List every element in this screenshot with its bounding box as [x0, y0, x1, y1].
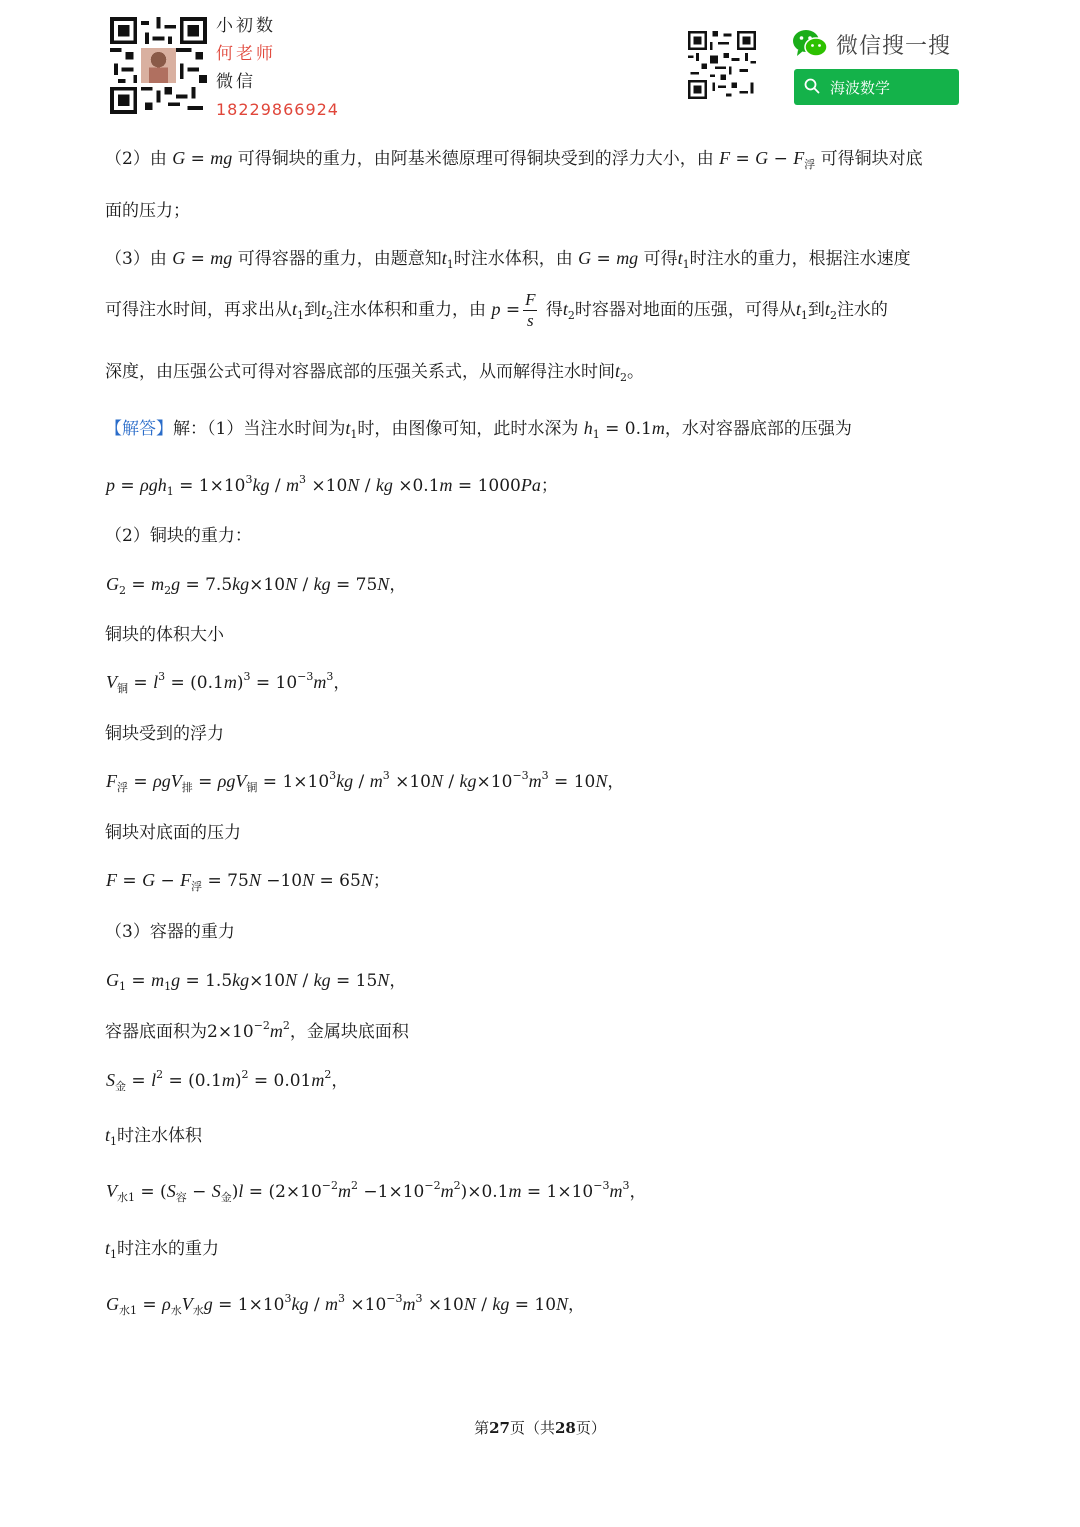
container-area-line: 容器底面积为$2\times 10^{-2}m^2$，金属块底面积	[105, 1019, 409, 1042]
page-total: 28	[555, 1419, 576, 1437]
formula-t1-water-weight: $G_{水1} = \rho_水V_水g = 1\times 10^3kg / m^3 \times 10^{-3}m^3 \times 10N$ / kg = 10N，	[106, 1292, 586, 1317]
analysis-step2-line2: 面的压力；	[105, 201, 190, 221]
answer-step2-title: （2）铜块的重力：	[105, 526, 252, 546]
page-footer: 第27页（共28页）	[474, 1419, 606, 1437]
contact-block	[216, 12, 339, 124]
page-number: 27	[489, 1419, 510, 1437]
contact-name: 小初数	[216, 16, 276, 36]
t1-volume-label: $t_1$时注水体积	[105, 1125, 203, 1148]
analysis-step3-line1: （3）由 G = mg 可得容器的重力，由题意知$t_1$时注水体积，由 G = mg 可得$t_1$时注水的重力，根据注水速度	[105, 248, 911, 271]
formula-water-pressure: $p = \rho gh_1 = 1\times 10^3kg / m^3 \times 10N$ / kg ×0.1m = 1000Pa；	[106, 473, 558, 498]
t1-weight-label: $t_1$时注水的重力	[105, 1238, 220, 1261]
contact-wechat-label: 微信	[216, 72, 256, 92]
answer-step3-title: （3）容器的重力	[105, 922, 235, 942]
pressure-force-label: 铜块对底面的压力	[105, 823, 241, 843]
answer-step1-line1: 【解答】解：（1）当注水时间为$t_1$时，由图像可知，此时水深为 $h_1 = 0.1m$，水对容器底部的压强为	[105, 418, 852, 441]
qr-code-left	[110, 17, 207, 114]
analysis-step3-line2: 可得注水时间，再求出从$t_1$到$t_2$注水体积和重力，由 p = $\frac{F}{s}$ 得$t_2$时容器对地面的压强，可得从$t_1$到$t_2$注水的	[105, 290, 888, 330]
contact-teacher: 何老师	[216, 44, 276, 64]
copper-volume-label: 铜块的体积大小	[105, 625, 224, 645]
wechat-search-query: 海波数学	[830, 79, 891, 97]
contact-phone: 18229866924	[216, 100, 339, 119]
search-icon	[804, 78, 820, 94]
wechat-logo-icon	[792, 28, 828, 60]
answer-tag: 【解答】	[105, 419, 173, 439]
buoyancy-label: 铜块受到的浮力	[105, 724, 224, 744]
qr-code-right	[688, 31, 756, 99]
formula-pressure-force: $F = G - F_浮 = 75N -10N = 65N$；	[106, 870, 390, 893]
formula-container-weight: $G_1 = m_1g = 1.5kg\times 10N$ / kg = 15N，	[106, 970, 407, 993]
wechat-search-title: 微信搜一搜	[836, 34, 952, 59]
wechat-search-box[interactable]	[794, 69, 959, 105]
formula-t1-water-volume: $V_{水1} = (S_容 - S_金)l = (2\times 10^{-2}m^2 -1\times 10^{-2}m^2)\times 0.1m = 1\times 10^{-3}m^3$，	[106, 1179, 647, 1204]
analysis-step3-line3: 深度，由压强公式可得对容器底部的压强关系式，从而解得注水时间$t_2$。	[105, 361, 645, 384]
formula-copper-weight: $G_2 = m_2g = 7.5kg\times 10N$ / kg = 75N，	[106, 574, 407, 597]
formula-metal-area: $S_金 = l^2 = (0.1m)^2 = 0.01m^2$，	[106, 1068, 349, 1093]
formula-buoyancy: $F_浮 = \rho gV_排 = \rho gV_铜 = 1\times 10^3kg / m^3 \times 10N / kg\times 10^{-3}m^3 = 10N$，	[106, 769, 625, 794]
formula-copper-volume: $V_铜 = l^3 = (0.1m)^3 = 10^{-3}m^3$，	[106, 670, 351, 695]
analysis-step2-line1: （2）由 G = mg 可得铜块的重力，由阿基米德原理可得铜块受到的浮力大小，由 $F = G - F_浮$ 可得铜块对底	[105, 148, 923, 171]
